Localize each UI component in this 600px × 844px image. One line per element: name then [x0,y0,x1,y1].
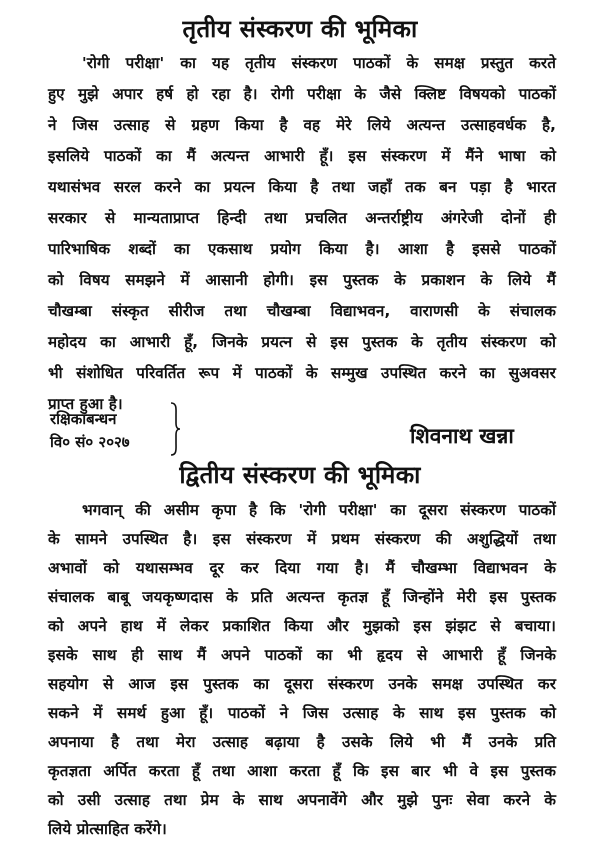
paragraph-line: प्राप्त हुआ है। [48,395,123,413]
paragraph-line: कृतज्ञता अर्पित करता हूँ तथा आशा करता हूँ कि इस बार भी वे इस पुस्तक [48,762,556,780]
paragraph-line: के सामने उपस्थित है। इस संस्करण में प्रथम संस्करण की अशुद्धियों तथा [48,530,556,548]
curly-brace-icon [168,401,182,457]
paragraph-line: अभावों को यथासम्भव दूर कर दिया गया है। मैं चौखम्भा विद्याभवन के [48,559,556,577]
paragraph-line: इसलिये पाठकों का मैं अत्यन्त आभारी हूँ। इस संस्करण में मैंने भाषा को [48,147,556,165]
paragraph-line: सरकार से मान्यताप्राप्त हिन्दी तथा प्रचलित अन्तर्राष्ट्रीय अंगरेजी दोनों ही [48,209,556,227]
paragraph-line: इसके साथ ही साथ मैं अपने पाठकों का भी हृदय से आभारी हूँ जिनके [48,646,556,664]
paragraph-line: संचालक बाबू जयकृष्णदास के प्रति अत्यन्त कृतज्ञ हूँ जिन्होंने मेरी इस पुस्तक [48,588,556,606]
paragraph-line: अपनाया है तथा मेरा उत्साह बढ़ाया है उसके लिये भी मैं उनके प्रति [48,733,556,751]
second-edition-heading: द्वितीय संस्करण की भूमिका [179,461,421,489]
paragraph-line: सहयोग से आज इस पुस्तक का दूसरा संस्करण उनके समक्ष उपस्थित कर [48,675,556,693]
paragraph-line: सकने में समर्थ हुआ हूँ। पाठकों ने जिस उत्साह के साथ इस पुस्तक को [48,704,556,722]
paragraph-line: को उसी उत्साह तथा प्रेम के साथ अपनावेंगे और मुझे पुनः सेवा करने के [48,791,556,809]
paragraph-line: महोदय का आभारी हूँ, जिनके प्रयत्न से इस पुस्तक के तृतीय संस्करण को [48,333,556,351]
paragraph-line: को अपने हाथ में लेकर प्रकाशित किया और मुझको इस झंझट से बचाया। [48,617,556,635]
paragraph-line: भगवान् की असीम कृपा है कि 'रोगी परीक्षा' का दूसरा संस्करण पाठकों [82,501,556,519]
paragraph-line: पारिभाषिक शब्दों का एकसाथ प्रयोग किया है। आशा है इससे पाठकों [48,240,556,258]
paragraph-line: यथासंभव सरल करने का प्रयत्न किया है तथा जहाँ तक बन पड़ा है भारत [48,178,556,196]
date-occasion: रक्षिकाबन्धन [50,410,117,428]
paragraph-line: 'रोगी परीक्षा' का यह तृतीय संस्करण पाठकों के समक्ष प्रस्तुत करते [82,54,556,72]
paragraph-line: को विषय समझने में आसानी होगी। इस पुस्तक के प्रकाशन के लिये मैं [48,271,556,289]
paragraph-line: चौखम्बा संस्कृत सीरीज तथा चौखम्बा विद्याभवन, वाराणसी के संचालक [48,302,556,320]
paragraph-line: लिये प्रोत्साहित करेंगे। [48,820,167,838]
paragraph-line: हुए मुझे अपार हर्ष हो रहा है। रोगी परीक्षा के जैसे क्लिष्ट विषयको पाठकों [48,85,556,103]
paragraph-line: भी संशोधित परिवर्तित रूप में पाठकों के सम्मुख उपस्थित करने का सुअवसर [48,364,556,382]
author-signature: शिवनाथ खन्ना [410,424,514,448]
paragraph-line: ने जिस उत्साह से ग्रहण किया है वह मेरे लिये अत्यन्त उत्साहवर्धक है, [48,116,556,134]
third-edition-heading: तृतीय संस्करण की भूमिका [182,15,418,43]
date-year: वि० सं० २०२७ [50,433,130,451]
